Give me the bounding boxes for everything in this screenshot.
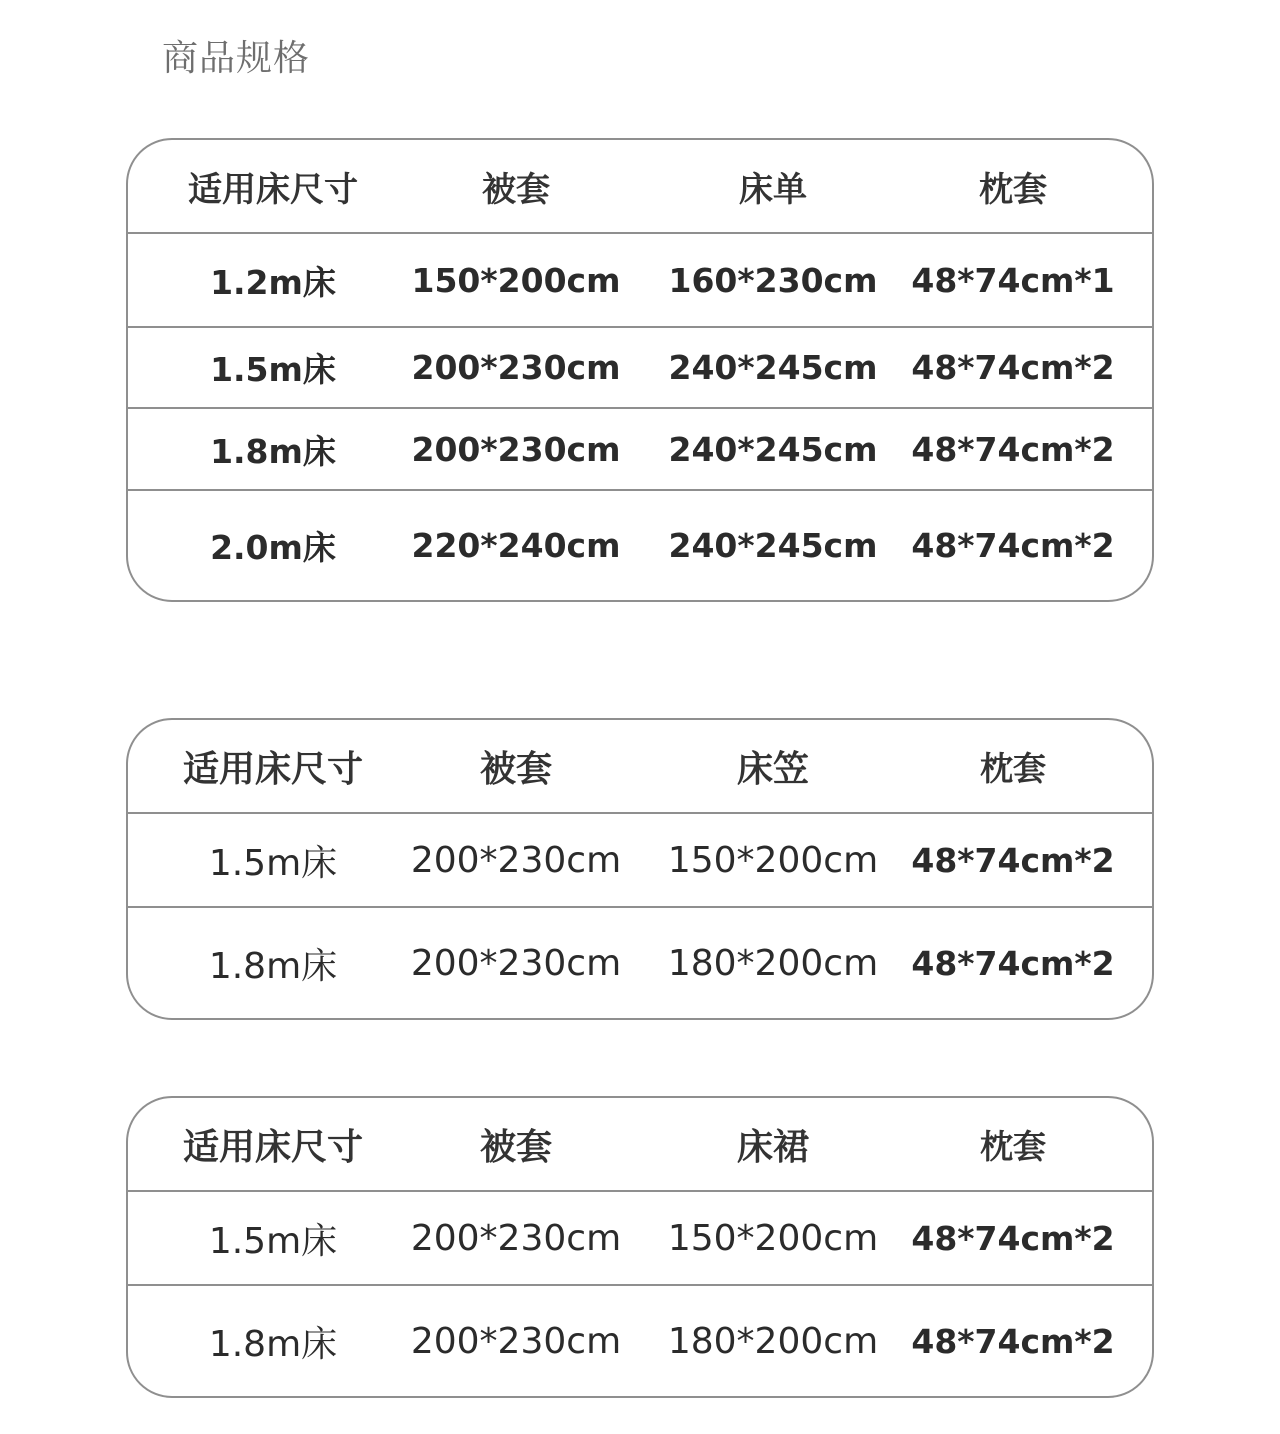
cell-pillowcase: 48*74cm*2 [911, 526, 1115, 565]
cell-duvet-cover: 200*230cm [410, 839, 622, 881]
table-row [128, 232, 1152, 326]
cell-duvet-cover: 200*230cm [410, 942, 622, 984]
cell-pillowcase: 48*74cm*2 [911, 840, 1115, 880]
spec-table-bed-skirt [126, 1096, 1154, 1398]
cell-bed-skirt: 180*200cm [667, 1320, 879, 1362]
cell-pillowcase: 48*74cm*2 [911, 348, 1115, 387]
header-bed-size: 适用床尺寸 [182, 748, 363, 790]
page-title: 商品规格 [162, 38, 311, 79]
cell-bed-size: 1.8m床 [210, 431, 336, 471]
table-header-row [128, 720, 1152, 812]
cell-duvet-cover: 200*230cm [410, 1217, 622, 1259]
cell-bed-sheet: 240*245cm [668, 348, 878, 387]
table-row [128, 489, 1152, 600]
header-duvet-cover: 被套 [482, 169, 550, 210]
header-pillowcase: 枕套 [980, 748, 1046, 788]
cell-pillowcase: 48*74cm*2 [911, 429, 1115, 469]
cell-duvet-cover: 200*230cm [410, 1320, 622, 1362]
table-row [128, 906, 1152, 1018]
spec-table-sheet [126, 138, 1154, 602]
cell-bed-size: 1.5m床 [210, 350, 336, 389]
table-row [128, 1284, 1152, 1396]
cell-bed-size: 1.8m床 [208, 945, 338, 987]
spec-table-fitted-sheet [126, 718, 1154, 1020]
table-row [128, 407, 1152, 489]
table-header-row [128, 140, 1152, 232]
cell-bed-size: 2.0m床 [210, 528, 336, 567]
header-bed-size: 适用床尺寸 [182, 1126, 363, 1168]
header-fitted-sheet: 床笠 [736, 748, 809, 790]
header-bed-size: 适用床尺寸 [188, 169, 358, 210]
table-header-row [128, 1098, 1152, 1190]
header-bed-sheet: 床单 [739, 169, 807, 210]
cell-bed-size: 1.5m床 [208, 1220, 338, 1262]
cell-duvet-cover: 200*230cm [411, 348, 621, 387]
table-row [128, 812, 1152, 906]
cell-pillowcase: 48*74cm*2 [911, 1218, 1115, 1258]
cell-bed-size: 1.8m床 [208, 1323, 338, 1365]
cell-duvet-cover: 150*200cm [411, 260, 621, 300]
cell-bed-size: 1.2m床 [210, 262, 336, 302]
cell-bed-skirt: 150*200cm [667, 1217, 879, 1259]
cell-bed-sheet: 240*245cm [668, 429, 878, 469]
cell-bed-sheet: 240*245cm [668, 526, 878, 565]
header-duvet-cover: 被套 [479, 1126, 552, 1168]
cell-bed-sheet: 160*230cm [668, 260, 878, 300]
cell-duvet-cover: 200*230cm [411, 429, 621, 469]
table-row [128, 326, 1152, 407]
cell-pillowcase: 48*74cm*2 [911, 943, 1115, 983]
header-bed-skirt: 床裙 [736, 1126, 809, 1168]
table-row [128, 1190, 1152, 1284]
cell-duvet-cover: 220*240cm [411, 526, 621, 565]
cell-fitted-sheet: 180*200cm [667, 942, 879, 984]
header-duvet-cover: 被套 [479, 748, 552, 790]
header-pillowcase: 枕套 [979, 169, 1047, 210]
cell-bed-size: 1.5m床 [208, 842, 338, 884]
cell-fitted-sheet: 150*200cm [667, 839, 879, 881]
header-pillowcase: 枕套 [980, 1126, 1046, 1166]
cell-pillowcase: 48*74cm*1 [911, 260, 1115, 300]
cell-pillowcase: 48*74cm*2 [911, 1321, 1115, 1361]
